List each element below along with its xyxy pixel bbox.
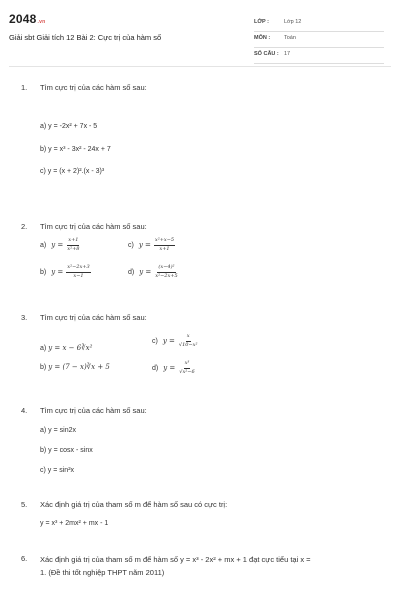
question-item-c: [152, 334, 198, 348]
question-text-continued: 1. (Đề thi tốt nghiệp THPT năm 2011): [40, 568, 165, 577]
fraction-numerator: (x−4)²: [157, 265, 175, 273]
item-lhs: y =: [138, 241, 151, 249]
question-item-b: [40, 363, 110, 371]
document-title: Giải sbt Giải tích 12 Bài 2: Cực trị của hàm số: [9, 33, 162, 42]
item-label: c): [128, 241, 134, 249]
fraction: [178, 334, 199, 348]
question-number: 3.: [21, 313, 28, 322]
meta-row-subject: [254, 32, 384, 48]
question-text: Tìm cực trị của các hàm số sau:: [40, 222, 147, 231]
item-expression: y = x − 6∛x²: [48, 344, 93, 352]
item-label: d): [128, 268, 135, 276]
fraction-numerator: x+1: [67, 238, 79, 246]
item-lhs: y =: [162, 337, 175, 345]
header-divider: [9, 66, 391, 67]
question-formula: y = x³ + 2mx² + mx - 1: [40, 520, 109, 527]
question-item-d: [128, 265, 179, 279]
question-item-a: [40, 238, 80, 252]
page-header: [0, 0, 400, 66]
item-label: d): [152, 364, 159, 372]
item-expression: y = (7 − x)∛x + 5: [48, 363, 110, 371]
item-lhs: y =: [51, 241, 64, 249]
meta-value: Toán: [284, 35, 296, 41]
item-lhs: y =: [139, 268, 152, 276]
item-label: b): [40, 363, 47, 371]
item-label: b): [40, 268, 47, 276]
question-item: a) y = -2x² + 7x - 5: [40, 123, 98, 130]
fraction-denominator: √x²−6: [179, 368, 195, 375]
question-item: b) y = cosx - sinx: [40, 447, 93, 454]
fraction: [66, 265, 90, 279]
meta-row-class: [254, 16, 384, 32]
question-number: 2.: [21, 222, 28, 231]
meta-value: 17: [284, 51, 291, 57]
question-text: Tìm cực trị của các hàm số sau:: [40, 406, 147, 415]
meta-info: [254, 16, 384, 64]
item-lhs: y =: [163, 364, 176, 372]
fraction-denominator: x²+8: [67, 245, 80, 252]
meta-value: Lớp 12: [284, 19, 302, 25]
question-item-c: [128, 238, 175, 252]
fraction: [178, 361, 195, 375]
item-label: a): [40, 344, 47, 352]
meta-key: LỚP :: [254, 19, 269, 25]
question-text: Xác định giá trị của tham số m để hàm số y = x³ - 2x² + mx + 1 đạt cực tiểu tại x =: [40, 555, 311, 564]
question-text: Tìm cực trị của các hàm số sau:: [40, 313, 147, 322]
question-number: 5.: [21, 500, 28, 509]
fraction-denominator: √10−x²: [178, 341, 198, 348]
item-label: c): [152, 337, 158, 345]
fraction-denominator: x+1: [159, 245, 170, 252]
fraction-numerator: x³: [184, 361, 191, 369]
meta-row-count: [254, 48, 384, 64]
question-text: Xác định giá trị của tham số m để hàm số sau có cực trị:: [40, 500, 228, 509]
fraction-numerator: x: [186, 334, 191, 342]
fraction: [154, 265, 178, 279]
item-lhs: y =: [51, 268, 64, 276]
question-item-d: [152, 361, 196, 375]
question-number: 4.: [21, 406, 28, 415]
site-logo[interactable]: [9, 12, 45, 26]
item-label: a): [40, 241, 47, 249]
fraction: [154, 238, 175, 252]
question-item: b) y = x³ - 3x² - 24x + 7: [40, 146, 111, 153]
question-text: Tìm cực trị của các hàm số sau:: [40, 83, 147, 92]
question-item: a) y = sin2x: [40, 427, 76, 434]
question-number: 1.: [21, 83, 28, 92]
logo-suffix: .vn: [37, 19, 46, 25]
question-item-a: [40, 344, 92, 352]
meta-key: SỐ CÂU :: [254, 51, 279, 57]
fraction-numerator: x²+x−5: [154, 238, 175, 246]
meta-key: MÔN :: [254, 35, 271, 41]
fraction-denominator: x−1: [73, 272, 84, 279]
fraction-denominator: x²−2x+5: [155, 272, 178, 279]
question-item-b: [40, 265, 91, 279]
question-item: c) y = sin²x: [40, 467, 75, 474]
logo-main: 2048: [9, 12, 37, 26]
question-item: c) y = (x + 2)².(x - 3)³: [40, 168, 105, 175]
question-number: 6.: [21, 554, 28, 563]
fraction: [66, 238, 80, 252]
fraction-numerator: x²−2x+3: [66, 265, 90, 273]
